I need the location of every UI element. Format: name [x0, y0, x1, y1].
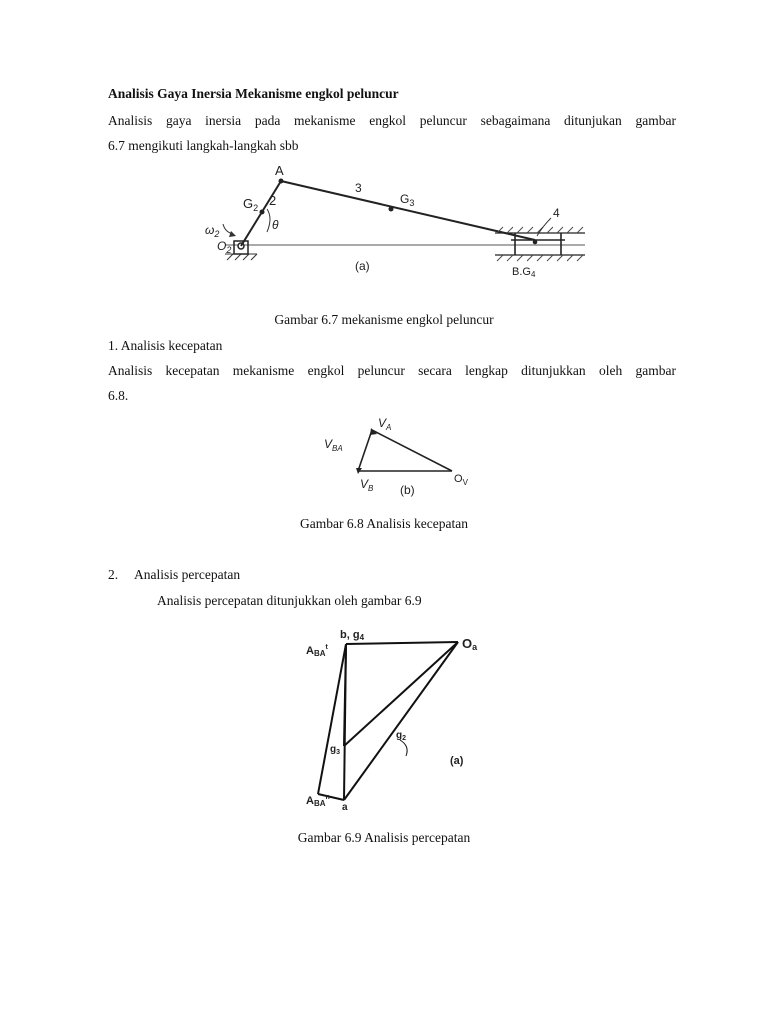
label-g2: $G_2$	[243, 196, 259, 213]
label-b-g4: B.G4	[512, 266, 536, 279]
line-top	[346, 642, 458, 644]
vector-vba	[358, 430, 372, 471]
figure-6-9-acceleration-polygon	[300, 618, 490, 818]
theta-arc	[267, 209, 270, 232]
label-figure-a: (a)	[355, 259, 370, 273]
point-g3	[389, 207, 394, 212]
g2-leader	[400, 740, 407, 756]
document-title: Analisis Gaya Inersia Mekanisme engkol peluncur	[108, 86, 399, 101]
label-g2: $g_2$	[396, 730, 407, 742]
line-left-aba-t	[318, 644, 346, 794]
figure-6-7-caption: Gambar 6.7 mekanisme engkol peluncur	[274, 312, 494, 327]
intro-line-2: 6.7 mengikuti langkah-langkah sbb	[108, 138, 299, 153]
figure-6-7-slider-crank	[195, 162, 595, 287]
label-oa: Oa	[462, 636, 478, 652]
figure-6-8-velocity-polygon	[320, 410, 480, 500]
figure-6-8-caption: Gambar 6.8 Analisis kecepatan	[300, 516, 468, 531]
label-link-2: 2	[269, 193, 277, 208]
label-point-a: a	[342, 802, 348, 813]
label-link-4: 4	[553, 206, 560, 220]
omega-arrowhead	[229, 231, 236, 237]
label-omega: $\omega_2$	[205, 223, 220, 239]
slider-guides	[495, 233, 585, 255]
label-figure-a: (a)	[450, 755, 464, 767]
connecting-rod-3	[281, 181, 535, 240]
label-link-3: 3	[355, 181, 362, 195]
section-2-number: 2.	[108, 567, 119, 582]
section-2-text: Analisis percepatan ditunjukkan oleh gambar 6.9	[157, 593, 422, 608]
joint-b	[533, 240, 538, 245]
section-1-text-line-2: 6.8.	[108, 388, 129, 403]
section-1-text-line-1: Analisis kecepatan mekanisme engkol peluncur secara lengkap ditunjukkan oleh gambar	[108, 363, 676, 378]
intro-line-1: Analisis gaya inersia pada mekanisme engkol peluncur sebagaimana ditunjukan gambar	[108, 113, 676, 128]
slider-guide-hatch-bottom	[497, 255, 583, 261]
label-vb: $V_B$	[360, 477, 374, 493]
label-figure-b: (b)	[400, 483, 415, 497]
label-va: $V_A$	[378, 416, 392, 432]
label-o2: $O_2$	[217, 239, 232, 255]
label-ov: $O_V$	[454, 473, 468, 487]
joint-a	[279, 179, 284, 184]
point-g2	[260, 210, 265, 215]
vector-va	[372, 430, 452, 471]
label-a: A	[275, 163, 284, 178]
label-aba-n: ABA$^n$	[306, 794, 330, 808]
label-vba: $V_{BA}$	[324, 437, 343, 453]
label-g3: $g_3$	[330, 744, 341, 756]
label-theta: θ	[272, 218, 279, 232]
section-1-heading: 1. Analisis kecepatan	[108, 338, 223, 353]
figure-6-9-caption: Gambar 6.9 Analisis percepatan	[297, 830, 471, 845]
label-aba-t: ABA$^t$	[306, 644, 328, 658]
section-2-heading: Analisis percepatan	[134, 567, 241, 582]
line-oa-a	[344, 642, 458, 800]
label-g3: $G_3$	[400, 192, 415, 208]
label-b-g4: b, g4	[340, 629, 365, 642]
